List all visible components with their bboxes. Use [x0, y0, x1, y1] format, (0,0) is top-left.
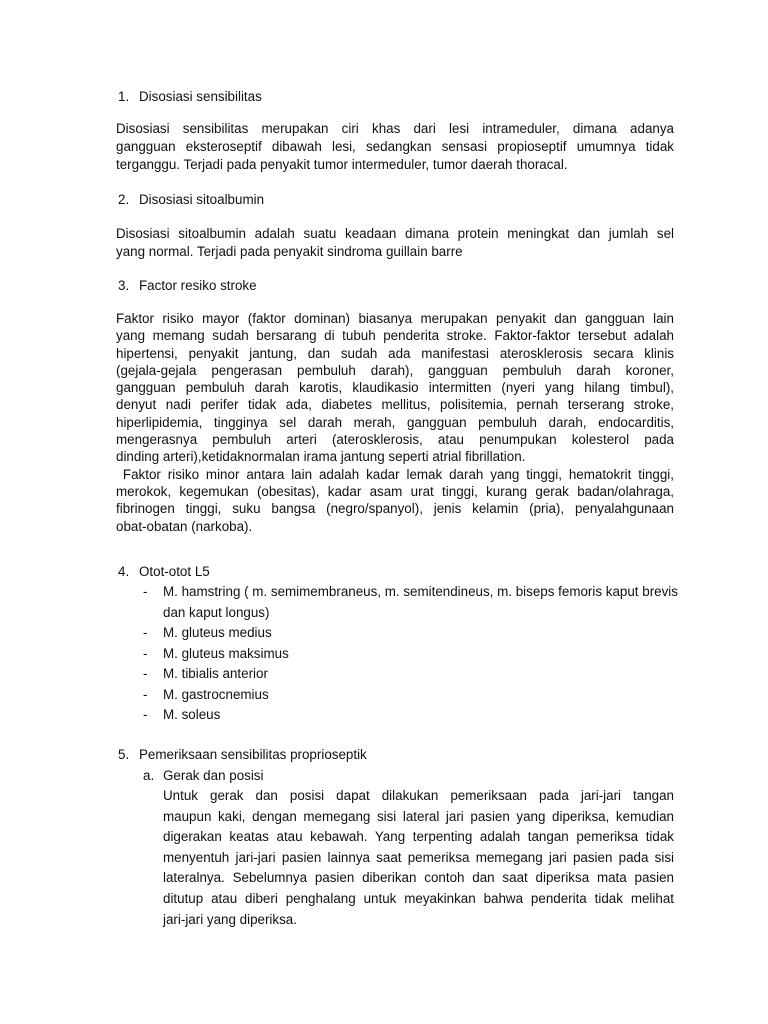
list-item	[143, 582, 683, 623]
section-number: 2.	[118, 192, 130, 207]
section-heading-4	[118, 563, 210, 581]
section-title: Disosiasi sensibilitas	[139, 89, 262, 104]
section-title: Otot-otot L5	[139, 564, 210, 579]
section-number: 3.	[118, 278, 130, 293]
paragraph-line: dinding arteri),ketidaknormalan irama jantung seperti atrial fibrillation.	[116, 449, 526, 465]
paragraph-line: (gejala-gejala pengerasan pembuluh darah), gangguan pembuluh darah koroner,	[116, 362, 674, 378]
paragraph-line: hipertensi, penyakit jantung, dan sudah ada manifestasi aterosklerosis secara klinis	[116, 345, 674, 361]
paragraph-line: ditutup atau diberi penghalang untuk meyakinkan bahwa penderita tidak melihat	[163, 890, 674, 906]
paragraph-line: yang normal. Terjadi pada penyakit sindroma guillain barre	[116, 244, 463, 260]
dash-bullet: -	[143, 645, 148, 661]
paragraph-line: menyentuh jari-jari pasien lainnya saat pemeriksa memegang jari pasien pada sisi	[163, 849, 674, 865]
paragraph-line: gangguan eksteroseptif dibawah lesi, sedangkan sensasi propioseptif umumnya tidak	[116, 139, 674, 155]
paragraph-line: digerakan keatas atau kebawah. Yang terpenting adalah tangan pemeriksa tidak	[163, 829, 674, 845]
section-heading-2	[118, 191, 264, 209]
paragraph-line: Faktor risiko mayor (faktor dominan) biasanya merupakan penyakit dan gangguan lain	[116, 311, 674, 326]
paragraph-line: hiperlipidemia, tingginya sel darah merah, gangguan pembuluh darah, endocarditis,	[116, 414, 674, 430]
list-item-text: M. hamstring ( m. semimembraneus, m. semitendineus, m. biseps femoris kaput brevis dan kaput longus)	[163, 584, 678, 620]
section-paragraph-3	[116, 310, 674, 535]
list-item	[143, 664, 683, 685]
paragraph-line: maupun kaki, dengan memegang sisi lateral jari pasien yang diperiksa, kemudian	[163, 808, 674, 824]
subsection-title: Gerak dan posisi	[163, 768, 264, 783]
dash-bullet: -	[143, 625, 148, 640]
paragraph-line: gangguan pembuluh darah karotis, klaudikasio intermitten (nyeri yang hilang timbul),	[116, 380, 674, 396]
section-number: 4.	[118, 564, 130, 579]
section-heading-5	[118, 746, 367, 764]
subsection-paragraph-a	[163, 786, 674, 930]
list-item-text: M. gastrocnemius	[163, 686, 269, 702]
section-heading-1	[118, 88, 262, 106]
dash-bullet: -	[143, 666, 148, 681]
list-item-text: M. soleus	[163, 707, 221, 722]
section-title: Pemeriksaan sensibilitas proprioseptik	[139, 747, 367, 762]
list-item	[143, 644, 683, 665]
subsection-letter: a.	[143, 768, 155, 783]
paragraph-line: Disosiasi sensibilitas merupakan ciri khas dari lesi intrameduler, dimana adanya	[116, 121, 674, 136]
list-item-text: M. gluteus maksimus	[163, 645, 289, 661]
list-item	[143, 623, 683, 644]
section-title: Factor resiko stroke	[139, 278, 257, 293]
list-item	[143, 685, 683, 706]
paragraph-line: yang memang sudah bersarang di tubuh penderita stroke. Faktor-faktor tersebut adalah	[116, 328, 674, 344]
paragraph-line: terganggu. Terjadi pada penyakit tumor intermeduler, tumor daerah thoracal.	[116, 157, 568, 173]
paragraph-line: denyut nadi perifer tidak ada, diabetes mellitus, polisitemia, pernah terserang stroke,	[116, 397, 674, 413]
list-item-text: M. gluteus medius	[163, 625, 272, 640]
muscle-list	[143, 582, 683, 726]
subsection-heading-a	[143, 767, 263, 785]
section-paragraph-1	[116, 120, 674, 175]
dash-bullet: -	[143, 584, 148, 599]
list-item	[143, 705, 683, 726]
paragraph-line: merokok, kegemukan (obesitas), kadar asam urat tinggi, kurang gerak badan/olahraga,	[116, 483, 674, 499]
paragraph-line: fibrinogen tinggi, suku bangsa (negro/spanyol), jenis kelamin (pria), penyalahgunaan	[116, 501, 674, 517]
section-title: Disosiasi sitoalbumin	[139, 192, 265, 207]
paragraph-line: mengerasnya pembuluh arteri (aterosklerosis, atau penumpukan kolesterol pada	[116, 432, 674, 448]
paragraph-line: Untuk gerak dan posisi dapat dilakukan pemeriksaan pada jari-jari tangan	[163, 788, 674, 803]
section-paragraph-2	[116, 225, 674, 261]
paragraph-line: lateralnya. Sebelumnya pasien diberikan contoh dan saat diperiksa mata pasien	[163, 870, 674, 886]
paragraph-line: jari-jari yang diperiksa.	[163, 911, 297, 927]
section-number: 1.	[118, 89, 130, 104]
paragraph-line: Faktor risiko minor antara lain adalah kadar lemak darah yang tinggi, hematokrit tinggi,	[116, 466, 674, 482]
section-heading-3	[118, 277, 257, 295]
paragraph-line: obat-obatan (narkoba).	[116, 518, 253, 534]
dash-bullet: -	[143, 707, 148, 722]
section-number: 5.	[118, 747, 130, 762]
dash-bullet: -	[143, 686, 148, 702]
list-item-text: M. tibialis anterior	[163, 666, 268, 681]
paragraph-line: Disosiasi sitoalbumin adalah suatu keadaan dimana protein meningkat dan jumlah sel	[116, 226, 674, 241]
